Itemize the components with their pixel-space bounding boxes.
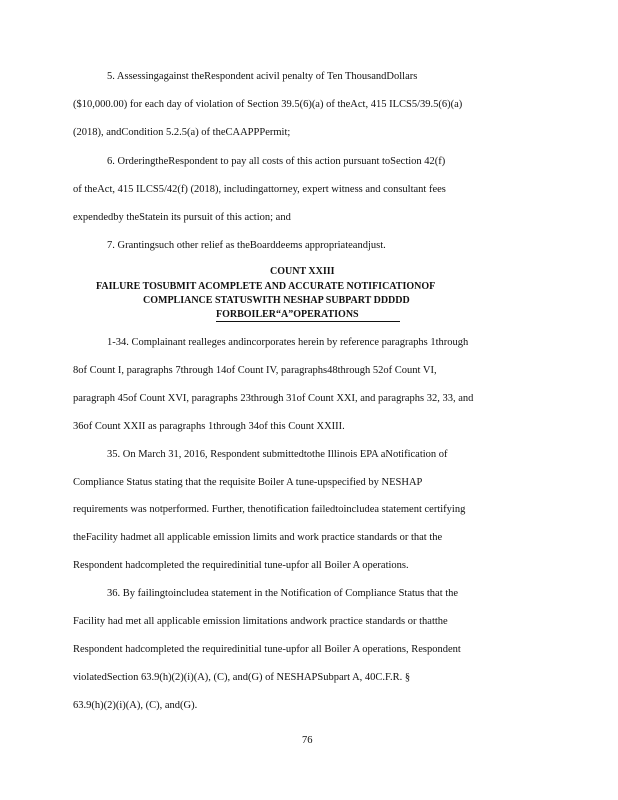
paragraph-35-line-3: requirements was notperformed. Further, thenotification failedtoincludea statement certifying: [73, 504, 466, 515]
paragraph-36-line-1: 36. By failingtoincludea statement in the Notification of Compliance Status that the: [107, 588, 459, 599]
paragraph-1-34-line-3: paragraph 45of Count XVI, paragraphs 23through 31of Count XXI, and paragraphs 32, 33, and: [73, 393, 474, 404]
paragraph-36-line-2: Facility had met all applicable emission limitations andwork practice standards or thatthe: [73, 616, 448, 627]
paragraph-35-line-1: 35. On March 31, 2016, Respondent submittedtothe Illinois EPA aNotification of: [107, 449, 448, 460]
heading-underline: [216, 321, 400, 322]
paragraph-1-34-line-2: 8of Count I, paragraphs 7through 14of Count IV, paragraphs48through 52of Count VI,: [73, 365, 437, 376]
count-heading-line-2: COMPLIANCE STATUSWITH NESHAP SUBPART DDDDD: [143, 295, 410, 306]
paragraph-5-line-3: (2018), andCondition 5.2.5(a) of theCAAPPPermit;: [73, 127, 291, 138]
count-heading-line-1: FAILURE TOSUBMIT ACOMPLETE AND ACCURATE NOTIFICATIONOF: [96, 281, 436, 292]
paragraph-36-line-3: Respondent hadcompleted the requiredinitial tune-upfor all Boiler A operations, Respondent: [73, 644, 461, 655]
paragraph-5-line-2: ($10,000.00) for each day of violation of Section 39.5(6)(a) of theAct, 415 ILCS5/39.5(6)(a): [73, 99, 463, 110]
count-heading-line-3: FORBOILER“A”OPERATIONS: [216, 309, 359, 320]
paragraph-35-line-2: Compliance Status stating that the requisite Boiler A tune-upspecified by NESHAP: [73, 477, 423, 488]
paragraph-6-line-3: expendedby theStatein its pursuit of this action; and: [73, 212, 291, 223]
paragraph-6-line-2: of theAct, 415 ILCS5/42(f) (2018), includingattorney, expert witness and consultant fees: [73, 184, 446, 195]
paragraph-1-34-line-4: 36of Count XXII as paragraphs 1through 34of this Count XXIII.: [73, 421, 345, 432]
paragraph-35-line-5: Respondent hadcompleted the requiredinitial tune-upfor all Boiler A operations.: [73, 560, 409, 571]
paragraph-35-line-4: theFacility hadmet all applicable emission limits and work practice standards or that the: [73, 532, 443, 543]
count-title: COUNT XXIII: [270, 266, 335, 277]
paragraph-36-line-5: 63.9(h)(2)(i)(A), (C), and(G).: [73, 700, 198, 711]
paragraph-36-line-4: violatedSection 63.9(h)(2)(i)(A), (C), and(G) of NESHAPSubpart A, 40C.F.R. §: [73, 672, 411, 683]
paragraph-6-line-1: 6. OrderingtheRespondent to pay all costs of this action pursuant toSection 42(f): [107, 156, 446, 167]
paragraph-1-34-line-1: 1-34. Complainant realleges andincorporates herein by reference paragraphs 1through: [107, 337, 469, 348]
paragraph-5-line-1: 5. Assessingagainst theRespondent acivil penalty of Ten ThousandDollars: [107, 71, 418, 82]
page-number: 76: [302, 735, 313, 746]
paragraph-7-line-1: 7. Grantingsuch other relief as theBoarddeems appropriateandjust.: [107, 240, 386, 251]
